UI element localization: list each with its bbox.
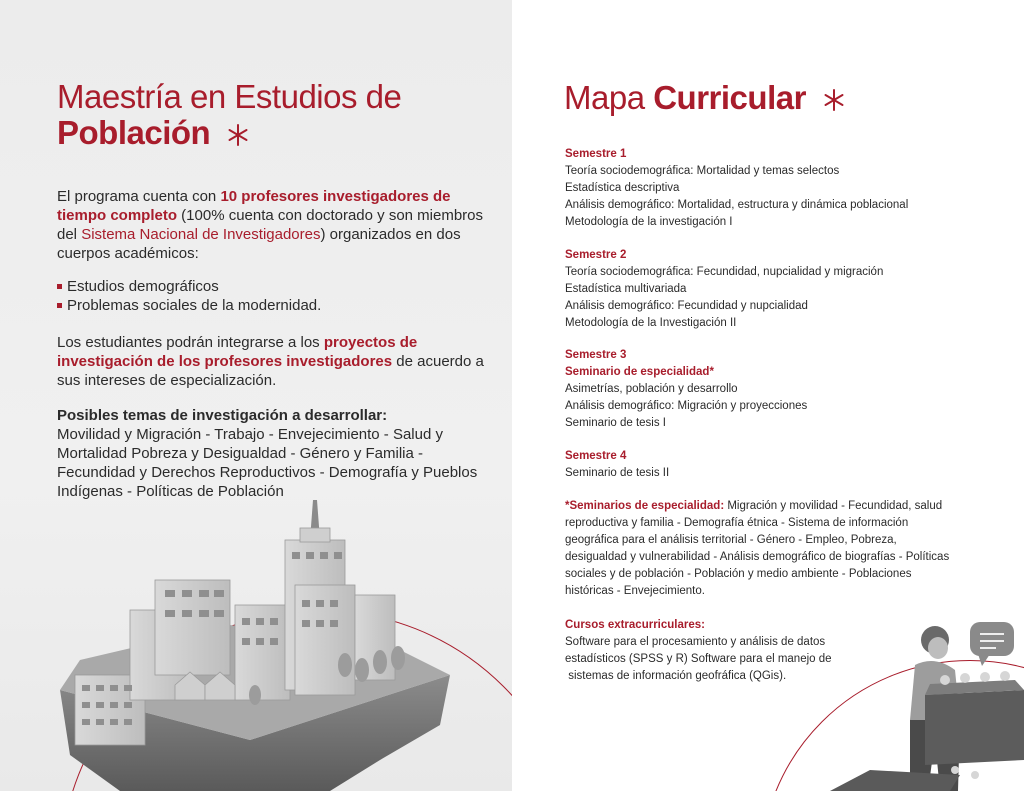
asterisk-star-icon [823, 89, 845, 111]
course-item: Análisis demográfico: Migración y proyecciones [565, 400, 808, 412]
course-item: Estadística descriptiva [565, 182, 680, 194]
semester-1 [565, 146, 965, 231]
academic-bodies-list [57, 277, 487, 315]
course-item: Análisis demográfico: Mortalidad, estructura y dinámica poblacional [565, 199, 909, 211]
asterisk-star-icon [227, 124, 249, 146]
course-item: Teoría sociodemográfica: Fecundidad, nupcialidad y migración [565, 266, 884, 278]
semester-3 [565, 347, 965, 432]
course-item: Asimetrías, población y desarrollo [565, 383, 738, 395]
semester-4 [565, 448, 965, 482]
students-text-pre: Los estudiantes podrán integrarse a los [57, 334, 324, 351]
seminarios-paragraph [565, 498, 950, 600]
course-item: Seminario de tesis I [565, 417, 666, 429]
page-title-line2 [57, 114, 249, 152]
curricular-map-title [564, 79, 845, 117]
semester-heading: Semestre 4 [565, 450, 627, 462]
semester-subheading: Seminario de especialidad* [565, 366, 714, 378]
page-title-bold: Población [57, 114, 211, 151]
students-paragraph [57, 333, 487, 390]
course-item: Metodología de la investigación I [565, 216, 733, 228]
seminarios-heading: *Seminarios de especialidad: [565, 500, 725, 512]
semester-heading: Semestre 2 [565, 249, 627, 261]
semester-heading: Semestre 3 [565, 349, 627, 361]
students-text-post: de acuerdo a sus intereses de especialización. [57, 353, 484, 389]
intro-highlight-sni: Sistema Nacional de Investigadores [81, 226, 321, 243]
cursos-heading: Cursos extracurriculares: [565, 619, 705, 631]
topics-text: Movilidad y Migración - Trabajo - Envejecimiento - Salud y Mortalidad Pobreza y Desigualdad - Género y Familia - Fecundidad y Derechos Reproductivos - Demografía y Pueblos Indígenas - Políticas de Población [57, 426, 478, 500]
seminarios-section [565, 498, 950, 600]
course-item: Metodología de la Investigación II [565, 317, 737, 329]
title-bold: Curricular [653, 79, 806, 116]
speech-bubble-icon [970, 622, 1014, 666]
cursos-line: estadísticos (SPSS y R) Software para el manejo de [565, 653, 832, 665]
seminarios-text: Migración y movilidad - Fecundidad, salud reproductiva y familia - Demografía étnica - Sistema de información geográfica para el análisis territorial - Género - Empleo, Pobreza, desigualdad y vulnerabilidad - Análisis demográfico de biografías - Políticas sociales y de población - Población y medio ambiente - Poblaciones históricas - Envejecimiento. [565, 500, 950, 597]
semester-heading: Semestre 1 [565, 148, 627, 160]
list-item: Estudios demográficos [57, 277, 487, 296]
topics-section [57, 406, 487, 501]
course-item: Estadística multivariada [565, 283, 687, 295]
semester-2 [565, 247, 965, 332]
page-title-line1: Maestría en Estudios de [57, 78, 402, 115]
intro-text-pre: El programa cuenta con [57, 188, 221, 205]
intro-text-mid: (100% cuenta con doctorado y son miembros del [57, 207, 484, 243]
course-item: Teoría sociodemográfica: Mortalidad y temas selectos [565, 165, 840, 177]
intro-paragraph [57, 187, 487, 263]
course-item: Análisis demográfico: Fecundidad y nupcialidad [565, 300, 808, 312]
intro-text-post: ) organizados en dos cuerpos académicos: [57, 226, 461, 262]
intro-highlight-profesores: 10 profesores investigadores de tiempo completo [57, 188, 451, 224]
course-item: Seminario de tesis II [565, 467, 670, 479]
list-item: Problemas sociales de la modernidad. [57, 296, 487, 315]
title-regular: Mapa [564, 79, 654, 116]
city-island-illustration [0, 490, 512, 791]
topics-heading: Posibles temas de investigación a desarrollar: [57, 407, 388, 424]
cursos-line: sistemas de información geofráfica (QGis). [565, 670, 787, 682]
person-with-box-illustration [830, 610, 1024, 791]
students-highlight: proyectos de investigación de los profesores investigadores [57, 334, 418, 370]
cursos-line: Software para el procesamiento y análisis de datos [565, 636, 826, 648]
